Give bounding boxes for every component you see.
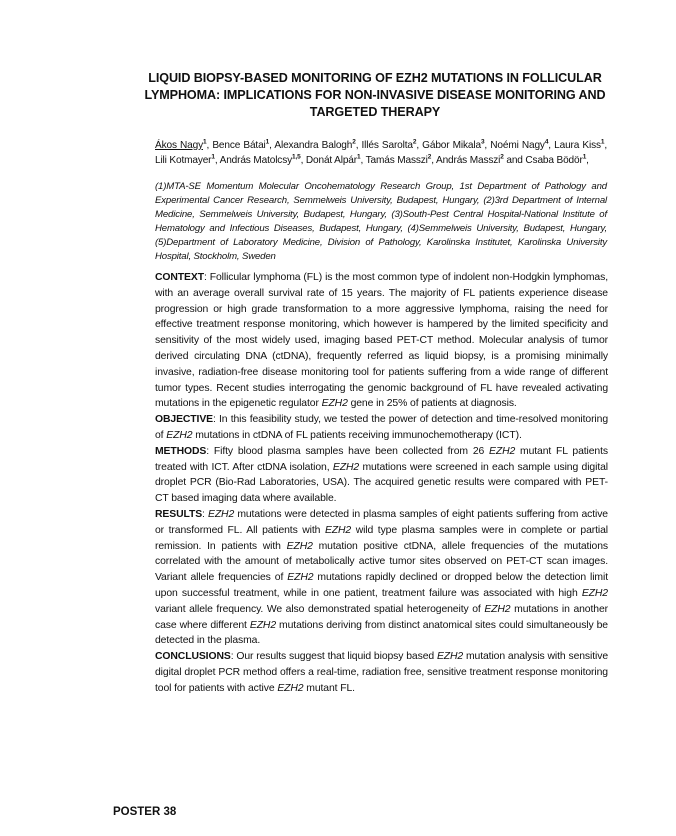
- author-affiliation-number: 2: [352, 138, 356, 146]
- author-name: András Masszi: [435, 155, 501, 166]
- section-text: : Fifty blood plasma samples have been collected from 26 EZH2 mutant FL patients treated with ICT. After ctDNA isolation, EZH2 mutations were screened in each sample using digital droplet PCR (Bio-Rad Laboratories, USA). The acquired genetic results were compared with PET-CT based imaging data where available.: [155, 445, 608, 505]
- section-text: : In this feasibility study, we tested the power of detection and time-resolved monitoring of EZH2 mutations in ctDNA of FL patients receiving immunochemotherapy (ICT).: [155, 414, 608, 441]
- author-affiliation-number: 2: [412, 138, 417, 146]
- author-name: András Matolcsy: [219, 155, 292, 166]
- section-conclusions: [155, 649, 608, 696]
- author-affiliation-number: 1: [600, 138, 605, 146]
- author-affiliation-number: 2: [427, 153, 432, 161]
- author-name: Csaba Bödör: [525, 155, 583, 166]
- author-name: Gábor Mikala: [422, 140, 481, 151]
- author: [212, 140, 269, 151]
- section-label: METHODS: [155, 445, 207, 457]
- author-affiliation-number: 1: [357, 153, 361, 161]
- section-label: RESULTS: [155, 508, 203, 520]
- author-name: Tamás Masszi: [365, 155, 428, 166]
- author: [490, 140, 548, 151]
- author: [220, 155, 301, 166]
- author: [554, 140, 604, 151]
- section-label: CONTEXT: [155, 272, 204, 283]
- author-affiliation-number: 1: [265, 138, 270, 146]
- author-affiliation-number: 3: [480, 138, 485, 146]
- author-name: Laura Kiss: [554, 140, 601, 151]
- affiliations: (1)MTA-SE Momentum Molecular Oncohematology Research Group, 1st Department of Pathology and Experimental Cancer Research, Semmelweis University, Budapest, Hungary, (2)3rd Department of Internal Medicine, Semmelweis University, Budapest, Hungary, (3)South-Pest Central Hospital-National Institute of Hematology and Infectious Diseases, Budapest, Hungary, (4)Semmelweis University, Budapest, Hungary, (5)Department of Laboratory Medicine, Division of Pathology, Karolinska Institutet, Karolinska University Hospital, Stockholm, Sweden: [155, 181, 607, 262]
- author-affiliation-number: 1,5: [291, 153, 301, 161]
- poster-number: POSTER 38: [113, 806, 177, 818]
- section-objective: [155, 412, 608, 444]
- author: [422, 140, 484, 151]
- author-affiliation-number: 2: [500, 153, 504, 161]
- author: [274, 140, 355, 151]
- author-affiliation-number: 4: [544, 138, 549, 146]
- author-affiliation-number: 1: [211, 153, 215, 161]
- section-methods: [155, 444, 608, 507]
- author-list: Ákos Nagy$^1$, Bence Bátai$^1$, Alexandra Balogh$^2$, Illés Sarolta$^2$, Gábor Mikala$^3$, Noémi Nagy$^4$, Laura Kiss$^1$, Lili Kotmayer$^1$, András Matolcsy$^{1,5}$, Donát Alpár$^1$, Tamás Masszi$^2$, András Masszi$^2$ and Csaba Bödör$^1$,: [155, 138, 607, 166]
- author: [436, 155, 504, 166]
- paper-title: LIQUID BIOPSY-BASED MONITORING OF EZH2 MUTATIONS IN FOLLICULAR LYMPHOMA: IMPLICATIONS FOR NON-INVASIVE DISEASE MONITORING AND TARGETED THERAPY: [144, 71, 606, 119]
- section-context: [155, 270, 608, 412]
- author-affiliation-number: 1: [203, 138, 207, 146]
- author: [155, 155, 215, 166]
- section-text: : EZH2 mutations were detected in plasma samples of eight patients suffering from active or transformed FL. All patients with EZH2 wild type plasma samples were in complete or partial remission. In patients with EZH2 mutation positive ctDNA, allele frequencies of the mutations correlated with the amount of metabolically active tumor sites observed on PET-CT scan images. Variant allele frequencies of EZH2 mutations rapidly declined or dropped below the detection limit upon successful treatment, while in one patient, treatment failure was associated with high EZH2 variant allele frequency. We also demonstrated spatial heterogeneity of EZH2 mutations in another case where different EZH2 mutations deriving from distinct anatomical sites could simultaneously be detected in the plasma.: [155, 508, 608, 647]
- section-label: OBJECTIVE: [155, 414, 213, 426]
- author: [306, 155, 361, 166]
- author-name: Illés Sarolta: [361, 140, 413, 151]
- author-name: Donát Alpár: [305, 155, 357, 166]
- author: [525, 155, 586, 166]
- author-name: Alexandra Balogh: [274, 140, 353, 151]
- author-name: Ákos Nagy: [155, 140, 203, 151]
- author-name: Noémi Nagy: [490, 140, 545, 151]
- section-label: CONCLUSIONS: [155, 651, 231, 663]
- abstract-body: [155, 270, 608, 697]
- section-text: : Our results suggest that liquid biopsy based EZH2 mutation analysis with sensitive digital droplet PCR method offers a real-time, radiation free, sensitive treatment response monitoring tool for patients with active EZH2 mutant FL.: [155, 651, 609, 694]
- author-name: Bence Bátai: [212, 140, 266, 151]
- section-results: [155, 507, 608, 649]
- author-name: Lili Kotmayer: [155, 155, 212, 166]
- author: [362, 140, 417, 151]
- section-text: : Follicular lymphoma (FL) is the most common type of indolent non-Hodgkin lymphomas, with an average overall survival rate of 15 years. The majority of FL patients experience disease progression or high grade transformation to a more aggressive lymphoma, raising the need for effective treatment response monitoring, which however is hampered by the limited specificity and sensitivity of the most widely used, imaging based PET-CT method. Molecular analysis of tumor derived circulating DNA (ctDNA), frequently referred as liquid biopsy, is a promising minimally invasive, radiation-free disease monitoring tool for patients suffering from a wide range of different tumor types. Recent studies interrogating the genomic background of FL have revealed activating mutations in the epigenetic regulator EZH2 gene in 25% of patients at diagnosis.: [155, 272, 608, 410]
- author: [155, 140, 206, 151]
- author: [366, 155, 432, 166]
- author-affiliation-number: 1: [582, 153, 587, 161]
